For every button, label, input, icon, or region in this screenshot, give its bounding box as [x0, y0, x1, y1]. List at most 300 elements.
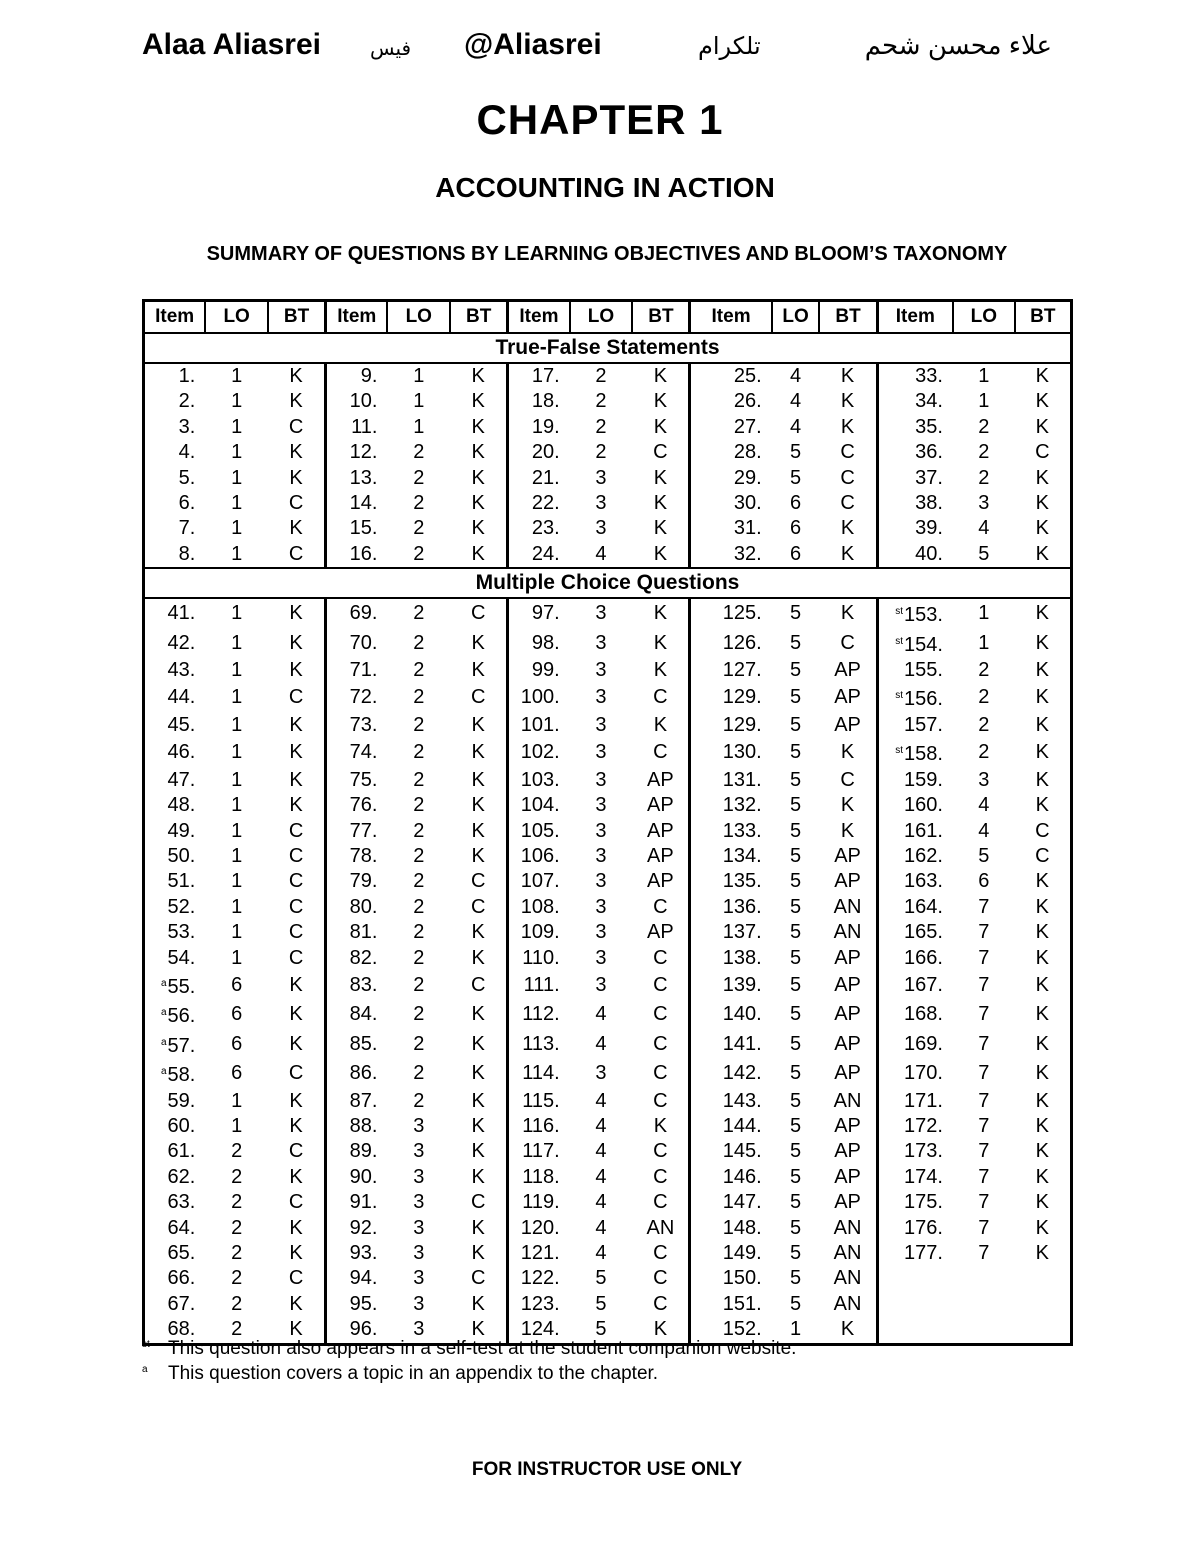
- item-number: [326, 768, 388, 793]
- blooms-taxonomy: K: [1035, 1216, 1049, 1239]
- item-label: 9.: [360, 365, 378, 387]
- learning-objective: 1: [231, 517, 243, 540]
- learning-objective: 2: [413, 659, 425, 682]
- item-number: [877, 819, 953, 844]
- item-number: [508, 1292, 570, 1317]
- item-number: [326, 1241, 388, 1266]
- learning-objective: [953, 1266, 1015, 1291]
- item-label: 116.: [522, 1114, 560, 1137]
- learning-objective: 7: [978, 1140, 990, 1163]
- item-label: 42.: [167, 631, 196, 654]
- table-row: [144, 1165, 1072, 1190]
- item-number: [690, 844, 772, 869]
- learning-objective: 1: [231, 659, 243, 682]
- learning-objective: 5: [789, 794, 802, 817]
- table-row: [144, 946, 1072, 971]
- blooms-taxonomy: C: [1035, 819, 1050, 842]
- item-label: 53.: [167, 921, 196, 944]
- item-label: 97.: [531, 602, 560, 625]
- blooms-taxonomy: K: [450, 542, 508, 568]
- learning-objective: 2: [413, 713, 425, 736]
- learning-objective: 7: [978, 1062, 990, 1085]
- item-label: 87.: [349, 1089, 378, 1112]
- item-number: [144, 440, 206, 465]
- item-number: [508, 869, 570, 894]
- chapter-title: CHAPTER 1: [476, 96, 724, 143]
- item-number: [144, 738, 206, 767]
- item-number: [877, 713, 953, 738]
- blooms-taxonomy: AP: [632, 793, 690, 818]
- learning-objective: 2: [413, 542, 425, 565]
- blooms-taxonomy: K: [1035, 870, 1049, 893]
- blooms-taxonomy: K: [819, 793, 877, 818]
- item-label: 147.: [722, 1191, 762, 1214]
- table-row: [144, 920, 1072, 945]
- learning-objective: 5: [789, 631, 802, 654]
- footnotes: [142, 1336, 796, 1386]
- learning-objective: 3: [595, 895, 607, 918]
- item-label: 40.: [915, 542, 943, 565]
- item-number: [877, 491, 953, 516]
- item-label: 45.: [167, 713, 196, 736]
- blooms-taxonomy: K: [450, 491, 508, 516]
- facebook-label: فيس: [370, 38, 412, 60]
- item-number: [144, 629, 206, 658]
- item-number: [690, 1059, 772, 1088]
- item-label: 48.: [167, 794, 196, 817]
- item-label: 11.: [351, 415, 378, 438]
- blooms-taxonomy: K: [1035, 1089, 1049, 1112]
- item-label: 63.: [167, 1191, 196, 1214]
- learning-objective: 2: [231, 1165, 243, 1188]
- item-number: [326, 542, 388, 568]
- item-label: 37.: [915, 466, 943, 489]
- blooms-taxonomy: K: [1035, 1003, 1049, 1026]
- footnote-text: This question also appears in a self-test at the student companion website.: [168, 1338, 797, 1359]
- item-label: 166.: [904, 946, 943, 969]
- blooms-taxonomy: C: [268, 1190, 326, 1215]
- blooms-taxonomy: AP: [819, 1139, 877, 1164]
- learning-objective: 3: [413, 1318, 425, 1341]
- item-number: [144, 542, 206, 568]
- learning-objective: 2: [413, 602, 425, 625]
- item-number: [877, 946, 953, 971]
- item-number: [508, 895, 570, 920]
- column-header-lo: LO: [953, 301, 1015, 334]
- item-label: 57.: [167, 1034, 196, 1057]
- learning-objective: 2: [231, 1318, 243, 1341]
- learning-objective: 5: [789, 1003, 802, 1026]
- item-number: [690, 415, 772, 440]
- item-label: 24.: [531, 542, 560, 565]
- item-number: [326, 415, 388, 440]
- item-label: 3.: [178, 415, 196, 438]
- item-number: [326, 946, 388, 971]
- learning-objective: 6: [978, 870, 990, 893]
- blooms-taxonomy: K: [268, 516, 326, 541]
- item-label: 31.: [733, 517, 762, 540]
- blooms-taxonomy: K: [1035, 517, 1049, 540]
- item-label: 7.: [178, 517, 196, 540]
- learning-objective: 7: [978, 1242, 990, 1264]
- item-label: 160.: [904, 794, 943, 817]
- learning-objective: 1: [231, 895, 243, 918]
- item-label: 64.: [167, 1216, 196, 1239]
- learning-objective: 5: [789, 1191, 802, 1214]
- table-row: [144, 768, 1072, 793]
- item-label: 117.: [522, 1140, 560, 1163]
- learning-objective: 1: [231, 819, 243, 842]
- table-row: [144, 389, 1072, 414]
- learning-objective: 1: [231, 713, 243, 736]
- learning-objective: 3: [413, 1267, 425, 1290]
- item-number: [508, 1216, 570, 1241]
- item-number: [690, 629, 772, 658]
- item-number: [877, 1139, 953, 1164]
- item-label: 150.: [722, 1267, 762, 1290]
- learning-objective: 2: [413, 844, 425, 867]
- item-number: [508, 598, 570, 628]
- item-label: 177.: [904, 1242, 943, 1264]
- blooms-taxonomy: C: [819, 768, 877, 793]
- item-number: [877, 1089, 953, 1114]
- blooms-taxonomy: K: [632, 629, 690, 658]
- item-mark: a: [160, 1066, 167, 1078]
- item-label: 127.: [722, 659, 762, 682]
- blooms-taxonomy: AP: [632, 844, 690, 869]
- blooms-taxonomy: K: [632, 713, 690, 738]
- item-label: 27.: [733, 415, 762, 438]
- item-number: [508, 389, 570, 414]
- item-number: [144, 466, 206, 491]
- learning-objective: 5: [789, 741, 802, 764]
- learning-objective: 3: [595, 517, 607, 540]
- item-number: [144, 844, 206, 869]
- blooms-taxonomy: C: [268, 1266, 326, 1291]
- item-label: 156.: [904, 688, 943, 711]
- blooms-taxonomy: AP: [819, 1114, 877, 1139]
- item-label: 22.: [531, 492, 560, 515]
- blooms-taxonomy: K: [268, 1317, 326, 1344]
- item-label: 86.: [349, 1062, 378, 1085]
- blooms-taxonomy: [1015, 1266, 1072, 1291]
- blooms-taxonomy: K: [819, 1317, 877, 1344]
- item-label: 112.: [522, 1003, 560, 1026]
- blooms-taxonomy: K: [268, 1165, 326, 1190]
- chapter-subtitle: ACCOUNTING IN ACTION: [435, 172, 775, 203]
- item-label: 107.: [520, 870, 560, 893]
- blooms-taxonomy: K: [632, 598, 690, 628]
- learning-objective: 2: [413, 973, 425, 996]
- item-number: [508, 542, 570, 568]
- blooms-taxonomy: K: [632, 466, 690, 491]
- table-header: [144, 301, 1072, 334]
- blooms-taxonomy: C: [632, 1165, 690, 1190]
- item-number: [326, 1216, 388, 1241]
- learning-objective: 4: [595, 1242, 607, 1264]
- item-number: [877, 971, 953, 1000]
- blooms-taxonomy: C: [450, 869, 508, 894]
- item-label: 113.: [522, 1032, 560, 1055]
- multiple-choice-section: [144, 568, 1072, 598]
- learning-objective: 3: [595, 602, 607, 625]
- table-row: [144, 895, 1072, 920]
- learning-objective: 2: [231, 1140, 243, 1163]
- blooms-taxonomy: C: [632, 1190, 690, 1215]
- item-label: 34.: [915, 390, 943, 413]
- table-row: [144, 1266, 1072, 1291]
- column-header-item: Item: [144, 301, 206, 334]
- blooms-taxonomy: K: [450, 1000, 508, 1029]
- blooms-taxonomy: AP: [819, 1000, 877, 1029]
- item-number: [508, 683, 570, 712]
- item-label: 151.: [722, 1292, 762, 1315]
- item-label: 167.: [904, 973, 943, 996]
- column-header-item: Item: [877, 301, 953, 334]
- learning-objective: 5: [789, 1267, 802, 1290]
- multiple-choice-rows: [144, 598, 1072, 1344]
- item-number: [508, 793, 570, 818]
- blooms-taxonomy: K: [450, 793, 508, 818]
- blooms-taxonomy: K: [1035, 768, 1049, 791]
- item-label: 67.: [167, 1292, 196, 1315]
- item-label: 134.: [722, 844, 762, 867]
- item-number: [144, 793, 206, 818]
- blooms-taxonomy: C: [450, 1266, 508, 1291]
- blooms-taxonomy: C: [632, 1030, 690, 1059]
- item-number: [877, 516, 953, 541]
- header-line: [142, 28, 1072, 68]
- learning-objective: 6: [231, 1032, 243, 1055]
- blooms-taxonomy: K: [632, 516, 690, 541]
- blooms-taxonomy: K: [1035, 686, 1049, 709]
- blooms-taxonomy: C: [268, 683, 326, 712]
- learning-objective: 2: [413, 1062, 425, 1085]
- blooms-taxonomy: K: [268, 713, 326, 738]
- item-number: [877, 1165, 953, 1190]
- learning-objective: 1: [231, 741, 243, 764]
- blooms-taxonomy: C: [268, 1059, 326, 1088]
- item-number: [877, 1216, 953, 1241]
- item-number: [326, 516, 388, 541]
- item-label: 82.: [349, 946, 378, 969]
- blooms-taxonomy: C: [632, 738, 690, 767]
- item-number: [508, 1241, 570, 1266]
- blooms-taxonomy: K: [450, 1241, 508, 1266]
- learning-objective: 2: [413, 946, 425, 969]
- item-number: [144, 1165, 206, 1190]
- blooms-taxonomy: C: [450, 895, 508, 920]
- item-number: [144, 491, 206, 516]
- learning-objective: 4: [595, 1140, 607, 1163]
- learning-objective: 3: [595, 741, 607, 764]
- learning-objective: 1: [413, 415, 425, 438]
- learning-objective: 1: [231, 1089, 243, 1112]
- item-label: 30.: [733, 492, 762, 515]
- table-row: [144, 629, 1072, 658]
- item-label: 119.: [522, 1191, 560, 1214]
- item-label: 139.: [722, 973, 762, 996]
- learning-objective: 7: [978, 1114, 990, 1137]
- item-label: 133.: [722, 819, 762, 842]
- table-row: [144, 1059, 1072, 1088]
- blooms-taxonomy: AN: [819, 1216, 877, 1241]
- item-label: 68.: [167, 1318, 196, 1341]
- item-number: [508, 516, 570, 541]
- learning-objective: 1: [231, 686, 243, 709]
- blooms-taxonomy: C: [268, 844, 326, 869]
- item-number: [690, 1216, 772, 1241]
- item-number: [326, 713, 388, 738]
- blooms-taxonomy: K: [1035, 466, 1049, 489]
- blooms-taxonomy: K: [1035, 946, 1049, 969]
- blooms-taxonomy: K: [268, 971, 326, 1000]
- item-label: 162.: [904, 844, 943, 867]
- item-number: [877, 466, 953, 491]
- item-number: [326, 1114, 388, 1139]
- item-label: 46.: [167, 741, 196, 764]
- blooms-taxonomy: C: [632, 1292, 690, 1317]
- blooms-taxonomy: AP: [819, 658, 877, 683]
- learning-objective: 3: [413, 1191, 425, 1214]
- item-number: [144, 971, 206, 1000]
- learning-objective: 1: [231, 542, 243, 565]
- item-label: 23.: [531, 517, 560, 540]
- item-number: [877, 1059, 953, 1088]
- item-number: [508, 1059, 570, 1088]
- item-label: 131.: [722, 768, 762, 791]
- item-number: [144, 1059, 206, 1088]
- table-row: [144, 1190, 1072, 1215]
- learning-objective: 3: [595, 921, 607, 944]
- table-row: [144, 1216, 1072, 1241]
- blooms-taxonomy: C: [268, 542, 326, 568]
- item-number: [144, 946, 206, 971]
- blooms-taxonomy: K: [632, 1317, 690, 1344]
- item-label: 59.: [167, 1089, 196, 1112]
- item-number: [326, 920, 388, 945]
- blooms-taxonomy: K: [268, 1241, 326, 1266]
- table-row: [144, 658, 1072, 683]
- column-header-bt: BT: [1015, 301, 1072, 334]
- learning-objective: 5: [789, 1140, 802, 1163]
- learning-objective: 5: [789, 441, 802, 464]
- item-label: 102.: [520, 741, 560, 764]
- item-number: [144, 819, 206, 844]
- learning-objective: 3: [595, 659, 607, 682]
- column-header-bt: BT: [450, 301, 508, 334]
- item-number: [877, 440, 953, 465]
- item-number: [877, 1000, 953, 1029]
- item-label: 155.: [904, 659, 943, 682]
- item-label: 95.: [349, 1292, 378, 1315]
- blooms-taxonomy: C: [819, 629, 877, 658]
- item-number: [877, 629, 953, 658]
- blooms-taxonomy: C: [450, 598, 508, 628]
- learning-objective: 3: [413, 1242, 425, 1264]
- item-label: 98.: [531, 631, 560, 654]
- item-number: [877, 1241, 953, 1266]
- blooms-taxonomy: K: [1035, 659, 1049, 682]
- item-label: 77.: [349, 819, 378, 842]
- learning-objective: 1: [978, 390, 990, 413]
- column-header-item: Item: [326, 301, 388, 334]
- learning-objective: [953, 1292, 1015, 1317]
- blooms-taxonomy: K: [1035, 415, 1049, 438]
- blooms-taxonomy: K: [632, 491, 690, 516]
- item-label: 18.: [531, 390, 560, 413]
- blooms-taxonomy: C: [1035, 844, 1050, 867]
- learning-objective: 3: [595, 768, 607, 791]
- blooms-taxonomy: K: [1035, 1062, 1049, 1085]
- learning-objective: 2: [231, 1267, 243, 1290]
- learning-objective: 4: [595, 1032, 607, 1055]
- item-mark: st: [895, 606, 904, 618]
- learning-objective: 2: [978, 713, 990, 736]
- blooms-taxonomy: K: [1035, 713, 1049, 736]
- item-label: 114.: [522, 1062, 560, 1085]
- item-label: 52.: [167, 895, 196, 918]
- item-number: [326, 1089, 388, 1114]
- item-label: 25.: [733, 365, 762, 387]
- item-number: [690, 869, 772, 894]
- blooms-taxonomy: C: [450, 683, 508, 712]
- item-label: 169.: [904, 1032, 943, 1055]
- item-number: [144, 1190, 206, 1215]
- learning-objective: 2: [413, 768, 425, 791]
- item-number: [326, 1000, 388, 1029]
- blooms-taxonomy: AN: [819, 920, 877, 945]
- item-number: [690, 1190, 772, 1215]
- blooms-taxonomy: K: [450, 1165, 508, 1190]
- learning-objective: 5: [789, 1114, 802, 1137]
- item-label: 161.: [904, 819, 943, 842]
- item-number: [690, 658, 772, 683]
- item-number: [690, 1089, 772, 1114]
- item-label: 61.: [167, 1140, 196, 1163]
- item-label: 135.: [722, 870, 762, 893]
- table-row: [144, 415, 1072, 440]
- table-row: [144, 1139, 1072, 1164]
- item-number: [690, 516, 772, 541]
- learning-objective: 7: [978, 1216, 990, 1239]
- footnote-mark: a: [142, 1364, 148, 1375]
- blooms-taxonomy: K: [819, 542, 877, 568]
- item-number: [690, 363, 772, 389]
- item-number: [690, 1165, 772, 1190]
- item-label: 56.: [167, 1005, 196, 1028]
- item-number: [508, 466, 570, 491]
- item-label: 125.: [722, 602, 762, 625]
- item-number: [144, 1241, 206, 1266]
- blooms-taxonomy: K: [1035, 631, 1049, 654]
- item-label: 51.: [167, 870, 196, 893]
- blooms-taxonomy: C: [819, 466, 877, 491]
- item-number: [690, 542, 772, 568]
- column-header-bt: BT: [632, 301, 690, 334]
- blooms-taxonomy: K: [450, 1114, 508, 1139]
- blooms-taxonomy: K: [450, 1089, 508, 1114]
- column-header-lo: LO: [205, 301, 268, 334]
- item-label: 21.: [531, 466, 560, 489]
- blooms-taxonomy: K: [819, 738, 877, 767]
- author-name: Alaa Aliasrei: [142, 28, 321, 61]
- item-label: 176.: [904, 1216, 943, 1239]
- learning-objective: 3: [413, 1216, 425, 1239]
- item-number: [508, 415, 570, 440]
- blooms-taxonomy: C: [1035, 441, 1050, 464]
- blooms-taxonomy: K: [1035, 1114, 1049, 1137]
